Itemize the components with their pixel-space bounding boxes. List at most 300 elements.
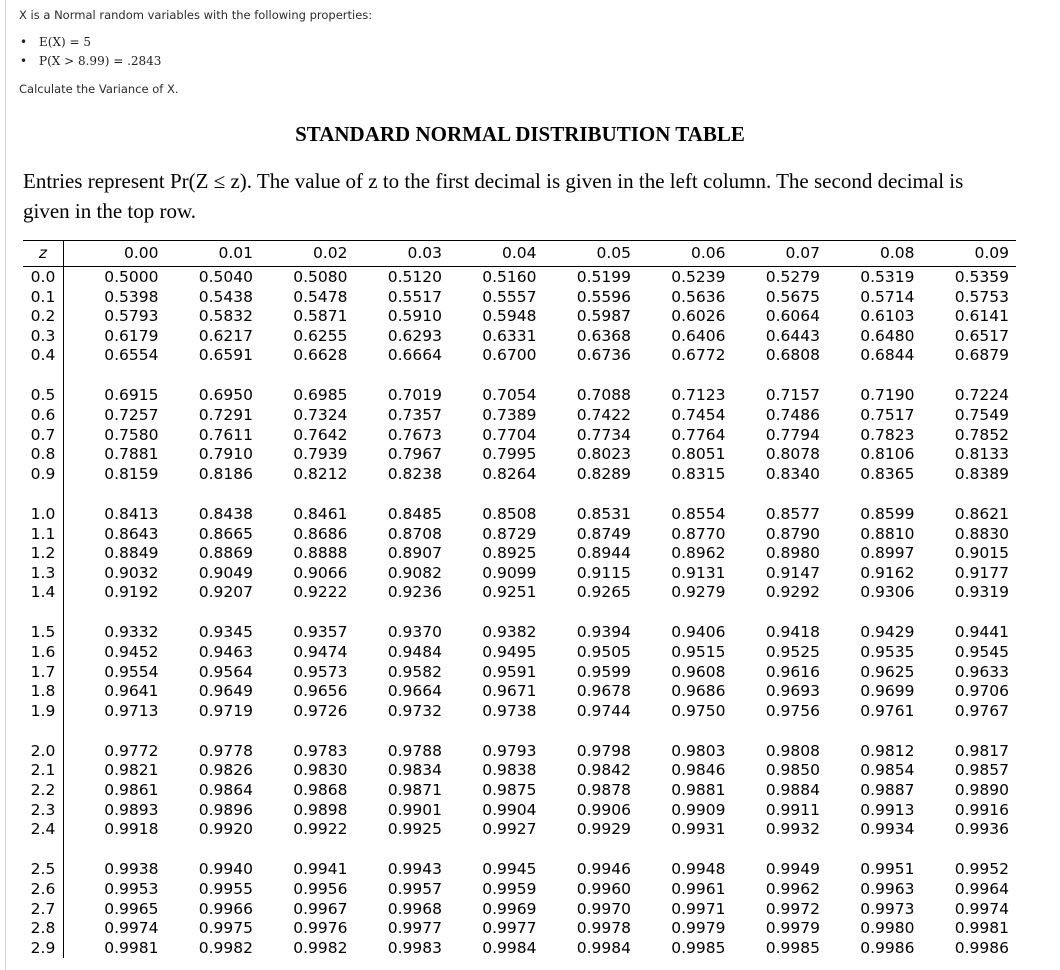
probability-cell: 0.8133 <box>954 445 1009 464</box>
probability-cell: 0.6700 <box>482 346 537 365</box>
probability-cell: 0.6064 <box>765 307 820 326</box>
probability-cell: 0.6255 <box>293 326 348 345</box>
z-value-cell: 0.2 <box>23 307 64 327</box>
probability-cell: 0.9972 <box>765 899 820 918</box>
z-value-cell: 2.3 <box>23 801 64 821</box>
probability-cell: 0.6179 <box>104 326 159 345</box>
probability-cell: 0.9162 <box>860 563 915 582</box>
probability-cell: 0.8708 <box>387 524 442 543</box>
block-gap <box>23 840 1016 861</box>
probability-cell: 0.9977 <box>482 919 537 938</box>
probability-cell: 0.6517 <box>954 326 1009 345</box>
probability-cell: 0.8962 <box>671 544 726 563</box>
z-value-cell: 0.0 <box>23 268 64 288</box>
probability-cell: 0.7995 <box>482 445 537 464</box>
probability-cell: 0.9382 <box>482 623 537 642</box>
probability-cell: 0.9956 <box>293 879 348 898</box>
probability-cell: 0.8438 <box>198 504 253 523</box>
z-value-cell: 0.8 <box>23 445 64 465</box>
z-value-cell: 2.7 <box>23 900 64 920</box>
probability-cell: 0.6664 <box>387 346 442 365</box>
probability-cell: 0.7224 <box>954 386 1009 405</box>
probability-cell: 0.8413 <box>104 504 159 523</box>
probability-cell: 0.8051 <box>671 445 726 464</box>
table-row <box>23 307 1016 327</box>
probability-cell: 0.9633 <box>954 662 1009 681</box>
probability-cell: 0.9973 <box>860 899 915 918</box>
probability-cell: 0.8389 <box>954 464 1009 483</box>
probability-cell: 0.7794 <box>765 425 820 444</box>
probability-cell: 0.9582 <box>387 662 442 681</box>
probability-cell: 0.5080 <box>293 268 348 286</box>
table-row <box>23 564 1016 584</box>
z-value-cell: 0.9 <box>23 465 64 485</box>
table-row <box>23 860 1016 880</box>
probability-cell: 0.9115 <box>576 563 631 582</box>
probability-cell: 0.7939 <box>293 445 348 464</box>
probability-cell: 0.9898 <box>293 800 348 819</box>
probability-cell: 0.9945 <box>482 860 537 879</box>
z-value-cell: 1.8 <box>23 682 64 702</box>
probability-cell: 0.9332 <box>104 623 159 642</box>
probability-cell: 0.9099 <box>482 563 537 582</box>
probability-cell: 0.9767 <box>954 701 1009 720</box>
column-header: 0.09 <box>974 244 1009 262</box>
probability-cell: 0.9306 <box>860 583 915 602</box>
probability-cell: 0.8997 <box>860 544 915 563</box>
probability-cell: 0.9985 <box>765 938 820 957</box>
bullet-icon: • <box>20 54 28 68</box>
z-value-cell: 0.6 <box>23 406 64 426</box>
probability-cell: 0.9783 <box>293 741 348 760</box>
probability-cell: 0.9826 <box>198 761 253 780</box>
probability-cell: 0.9980 <box>860 919 915 938</box>
probability-cell: 0.8159 <box>104 464 159 483</box>
probability-cell: 0.8264 <box>482 464 537 483</box>
property-item-mean <box>19 33 372 52</box>
probability-cell: 0.5319 <box>860 268 915 286</box>
probability-cell: 0.9664 <box>387 682 442 701</box>
probability-cell: 0.7549 <box>954 406 1009 425</box>
probability-cell: 0.8749 <box>576 524 631 543</box>
probability-cell: 0.6554 <box>104 346 159 365</box>
probability-cell: 0.9946 <box>576 860 631 879</box>
probability-cell: 0.9960 <box>576 879 631 898</box>
probability-cell: 0.9131 <box>671 563 726 582</box>
probability-cell: 0.9982 <box>293 938 348 957</box>
probability-cell: 0.9032 <box>104 563 159 582</box>
probability-cell: 0.9850 <box>765 761 820 780</box>
table-title: STANDARD NORMAL DISTRIBUTION TABLE <box>295 122 745 146</box>
probability-cell: 0.9808 <box>765 741 820 760</box>
probability-cell: 0.9857 <box>954 761 1009 780</box>
problem-intro: X is a Normal random variables with the following properties: <box>19 8 373 22</box>
probability-cell: 0.7734 <box>576 425 631 444</box>
probability-cell: 0.9913 <box>860 800 915 819</box>
probability-cell: 0.6331 <box>482 326 537 345</box>
table-row <box>23 346 1016 366</box>
probability-cell: 0.5871 <box>293 307 348 326</box>
probability-cell: 0.6879 <box>954 346 1009 365</box>
probability-cell: 0.7123 <box>671 386 726 405</box>
probability-cell: 0.8686 <box>293 524 348 543</box>
probability-cell: 0.9750 <box>671 701 726 720</box>
property-list <box>19 33 372 71</box>
probability-cell: 0.9429 <box>860 623 915 642</box>
table-row <box>23 939 1016 959</box>
table-row <box>23 781 1016 801</box>
probability-cell: 0.9535 <box>860 643 915 661</box>
probability-cell: 0.8577 <box>765 504 820 523</box>
probability-cell: 0.9793 <box>482 741 537 760</box>
probability-cell: 0.9719 <box>198 701 253 720</box>
table-row <box>23 406 1016 426</box>
probability-cell: 0.7967 <box>387 445 442 464</box>
probability-cell: 0.5279 <box>765 268 820 286</box>
probability-cell: 0.9904 <box>482 800 537 819</box>
probability-cell: 0.5359 <box>954 268 1009 286</box>
probability-cell: 0.5438 <box>198 287 253 306</box>
probability-cell: 0.9744 <box>576 701 631 720</box>
probability-cell: 0.9177 <box>954 563 1009 582</box>
probability-cell: 0.9505 <box>576 643 631 661</box>
probability-cell: 0.9834 <box>387 761 442 780</box>
probability-cell: 0.5910 <box>387 307 442 326</box>
probability-cell: 0.8078 <box>765 445 820 464</box>
probability-cell: 0.9641 <box>104 682 159 701</box>
probability-cell: 0.9936 <box>954 820 1009 839</box>
probability-cell: 0.7611 <box>198 425 253 444</box>
probability-cell: 0.8810 <box>860 524 915 543</box>
probability-cell: 0.9236 <box>387 583 442 602</box>
problem-question: Calculate the Variance of X. <box>19 82 179 96</box>
column-header: 0.05 <box>596 244 631 262</box>
probability-cell: 0.8980 <box>765 544 820 563</box>
probability-cell: 0.5000 <box>104 268 159 286</box>
probability-cell: 0.7881 <box>104 445 159 464</box>
probability-cell: 0.9525 <box>765 643 820 661</box>
probability-cell: 0.9573 <box>293 662 348 681</box>
column-header: 0.06 <box>690 244 726 262</box>
probability-cell: 0.6293 <box>387 326 442 345</box>
probability-cell: 0.9909 <box>671 800 726 819</box>
column-header: 0.00 <box>123 244 159 262</box>
z-column-gap <box>23 840 64 861</box>
probability-cell: 0.8531 <box>576 504 631 523</box>
probability-cell: 0.9251 <box>482 583 537 602</box>
bullet-icon: • <box>20 35 28 49</box>
table-row <box>23 702 1016 722</box>
probability-cell: 0.9884 <box>765 781 820 800</box>
probability-cell: 0.7357 <box>387 406 442 425</box>
probability-cell: 0.7823 <box>860 425 915 444</box>
probability-cell: 0.7257 <box>104 406 159 425</box>
probability-cell: 0.9983 <box>387 938 442 957</box>
z-value-cell: 2.2 <box>23 781 64 801</box>
z-value-cell: 1.6 <box>23 643 64 663</box>
probability-cell: 0.9463 <box>198 643 253 661</box>
probability-cell: 0.5478 <box>293 287 348 306</box>
probability-cell: 0.9049 <box>198 563 253 582</box>
probability-cell: 0.8790 <box>765 524 820 543</box>
table-row <box>23 327 1016 347</box>
probability-cell: 0.5832 <box>198 307 253 326</box>
z-value-cell: 0.3 <box>23 327 64 347</box>
probability-cell: 0.9952 <box>954 860 1009 879</box>
probability-cell: 0.9821 <box>104 761 159 780</box>
probability-cell: 0.9981 <box>954 919 1009 938</box>
probability-cell: 0.9222 <box>293 583 348 602</box>
probability-cell: 0.6443 <box>765 326 820 345</box>
probability-cell: 0.9394 <box>576 623 631 642</box>
probability-cell: 0.9986 <box>860 938 915 957</box>
probability-cell: 0.9545 <box>954 643 1009 661</box>
table-row <box>23 544 1016 564</box>
probability-cell: 0.9968 <box>387 899 442 918</box>
property-item-probability <box>19 52 372 71</box>
probability-cell: 0.9941 <box>293 860 348 879</box>
probability-cell: 0.9969 <box>482 899 537 918</box>
probability-cell: 0.8944 <box>576 544 631 563</box>
probability-cell: 0.8461 <box>293 504 348 523</box>
probability-cell: 0.6985 <box>293 386 348 405</box>
probability-cell: 0.9966 <box>198 899 253 918</box>
probability-cell: 0.8508 <box>482 504 537 523</box>
probability-cell: 0.9564 <box>198 662 253 681</box>
probability-cell: 0.9927 <box>482 820 537 839</box>
probability-cell: 0.8238 <box>387 464 442 483</box>
probability-cell: 0.7852 <box>954 425 1009 444</box>
probability-cell: 0.9406 <box>671 623 726 642</box>
probability-cell: 0.9984 <box>482 938 537 957</box>
probability-cell: 0.9951 <box>860 860 915 879</box>
z-value-cell: 0.5 <box>23 386 64 406</box>
probability-cell: 0.7910 <box>198 445 253 464</box>
probability-cell: 0.9868 <box>293 781 348 800</box>
probability-cell: 0.9147 <box>765 563 820 582</box>
probability-cell: 0.9931 <box>671 820 726 839</box>
probability-cell: 0.8665 <box>198 524 253 543</box>
table-row <box>23 288 1016 308</box>
probability-cell: 0.9625 <box>860 662 915 681</box>
table-row <box>23 900 1016 920</box>
z-value-cell: 1.2 <box>23 544 64 564</box>
table-description: Entries represent Pr(Z ≤ z). The value of z to the first decimal is given in the left column. The second decimal is given in the top row. <box>23 169 964 223</box>
probability-cell: 0.7054 <box>482 386 537 405</box>
probability-cell: 0.9906 <box>576 800 631 819</box>
probability-cell: 0.7088 <box>576 386 631 405</box>
probability-cell: 0.5120 <box>387 268 442 286</box>
block-gap <box>23 721 1016 742</box>
probability-cell: 0.8340 <box>765 464 820 483</box>
probability-cell: 0.8485 <box>387 504 442 523</box>
z-value-cell: 1.7 <box>23 663 64 683</box>
probability-cell: 0.9975 <box>198 919 253 938</box>
probability-cell: 0.5675 <box>765 287 820 306</box>
probability-cell: 0.9686 <box>671 682 726 701</box>
probability-cell: 0.7291 <box>198 406 253 425</box>
problem-statement <box>19 8 372 108</box>
probability-cell: 0.9761 <box>860 701 915 720</box>
table-header-row <box>23 240 1016 267</box>
probability-cell: 0.9962 <box>765 879 820 898</box>
probability-cell: 0.9887 <box>860 781 915 800</box>
table-row <box>23 880 1016 900</box>
probability-cell: 0.7157 <box>765 386 820 405</box>
column-header: 0.01 <box>218 244 253 262</box>
probability-cell: 0.5793 <box>104 307 159 326</box>
probability-cell: 0.8770 <box>671 524 726 543</box>
probability-cell: 0.9554 <box>104 662 159 681</box>
probability-cell: 0.6368 <box>576 326 631 345</box>
probability-cell: 0.5398 <box>104 287 159 306</box>
probability-cell: 0.9515 <box>671 643 726 661</box>
probability-cell: 0.8365 <box>860 464 915 483</box>
probability-cell: 0.9979 <box>765 919 820 938</box>
probability-cell: 0.9778 <box>198 741 253 760</box>
probability-cell: 0.9953 <box>104 879 159 898</box>
probability-cell: 0.8729 <box>482 524 537 543</box>
probability-cell: 0.6808 <box>765 346 820 365</box>
probability-cell: 0.8907 <box>387 544 442 563</box>
probability-cell: 0.8643 <box>104 524 159 543</box>
probability-cell: 0.8106 <box>860 445 915 464</box>
probability-cell: 0.5199 <box>576 268 631 286</box>
probability-cell: 0.9192 <box>104 583 159 602</box>
probability-cell: 0.9066 <box>293 563 348 582</box>
probability-cell: 0.7673 <box>387 425 442 444</box>
probability-cell: 0.7486 <box>765 406 820 425</box>
z-value-cell: 1.1 <box>23 525 64 545</box>
probability-cell: 0.7190 <box>860 386 915 405</box>
table-row <box>23 623 1016 643</box>
probability-cell: 0.9649 <box>198 682 253 701</box>
z-value-cell: 2.9 <box>23 939 64 959</box>
probability-cell: 0.7517 <box>860 406 915 425</box>
probability-cell: 0.9616 <box>765 662 820 681</box>
table-row <box>23 445 1016 465</box>
z-value-cell: 2.6 <box>23 880 64 900</box>
probability-cell: 0.7389 <box>482 406 537 425</box>
probability-cell: 0.8888 <box>293 544 348 563</box>
probability-cell: 0.9920 <box>198 820 253 839</box>
probability-cell: 0.9678 <box>576 682 631 701</box>
probability-cell: 0.9890 <box>954 781 1009 800</box>
probability-cell: 0.6103 <box>860 307 915 326</box>
table-row <box>23 663 1016 683</box>
standard-normal-table <box>23 240 1016 958</box>
probability-cell: 0.9955 <box>198 879 253 898</box>
probability-cell: 0.9977 <box>387 919 442 938</box>
probability-cell: 0.5239 <box>671 268 726 286</box>
probability-cell: 0.9881 <box>671 781 726 800</box>
probability-cell: 0.9706 <box>954 682 1009 701</box>
probability-cell: 0.9959 <box>482 879 537 898</box>
probability-cell: 0.9474 <box>293 643 348 661</box>
probability-cell: 0.9943 <box>387 860 442 879</box>
probability-cell: 0.6628 <box>293 346 348 365</box>
probability-cell: 0.9922 <box>293 820 348 839</box>
probability-cell: 0.9963 <box>860 879 915 898</box>
z-column-gap <box>23 366 64 387</box>
probability-cell: 0.8869 <box>198 544 253 563</box>
probability-cell: 0.6591 <box>198 346 253 365</box>
probability-cell: 0.9861 <box>104 781 159 800</box>
probability-cell: 0.9976 <box>293 919 348 938</box>
probability-cell: 0.9798 <box>576 741 631 760</box>
block-gap <box>23 366 1016 387</box>
probability-cell: 0.9940 <box>198 860 253 879</box>
probability-cell: 0.5557 <box>482 287 537 306</box>
probability-cell: 0.7704 <box>482 425 537 444</box>
probability-cell: 0.9974 <box>104 919 159 938</box>
table-row <box>23 583 1016 603</box>
probability-cell: 0.9452 <box>104 643 159 661</box>
column-header: 0.08 <box>879 244 915 262</box>
probability-cell: 0.9925 <box>387 820 442 839</box>
probability-cell: 0.9970 <box>576 899 631 918</box>
probability-cell: 0.7324 <box>293 406 348 425</box>
table-row <box>23 386 1016 406</box>
probability-cell: 0.9982 <box>198 938 253 957</box>
probability-cell: 0.7642 <box>293 425 348 444</box>
probability-cell: 0.9911 <box>765 800 820 819</box>
probability-cell: 0.6772 <box>671 346 726 365</box>
probability-cell: 0.9599 <box>576 662 631 681</box>
table-row <box>23 426 1016 446</box>
probability-cell: 0.8186 <box>198 464 253 483</box>
probability-cell: 0.9978 <box>576 919 631 938</box>
probability-cell: 0.5160 <box>482 268 537 286</box>
probability-cell: 0.9984 <box>576 938 631 957</box>
probability-cell: 0.9803 <box>671 741 726 760</box>
table-row <box>23 761 1016 781</box>
probability-cell: 0.5517 <box>387 287 442 306</box>
column-header: 0.02 <box>312 244 348 262</box>
probability-cell: 0.9938 <box>104 860 159 879</box>
probability-cell: 0.5753 <box>954 287 1009 306</box>
probability-cell: 0.9979 <box>671 919 726 938</box>
probability-cell: 0.7454 <box>671 406 726 425</box>
probability-cell: 0.9345 <box>198 623 253 642</box>
probability-cell: 0.9656 <box>293 682 348 701</box>
table-row <box>23 465 1016 485</box>
probability-cell: 0.8023 <box>576 445 631 464</box>
probability-cell: 0.5596 <box>576 287 631 306</box>
probability-cell: 0.9965 <box>104 899 159 918</box>
z-value-cell: 2.4 <box>23 820 64 840</box>
probability-cell: 0.9713 <box>104 701 159 720</box>
probability-cell: 0.9279 <box>671 583 726 602</box>
block-gap <box>23 484 1016 505</box>
probability-cell: 0.6026 <box>671 307 726 326</box>
table-row <box>23 505 1016 525</box>
probability-cell: 0.9817 <box>954 741 1009 760</box>
z-value-cell: 2.5 <box>23 860 64 880</box>
probability-cell: 0.6915 <box>104 386 159 405</box>
probability-cell: 0.9484 <box>387 643 442 661</box>
probability-cell: 0.9756 <box>765 701 820 720</box>
probability-cell: 0.9726 <box>293 701 348 720</box>
column-header: 0.03 <box>407 244 442 262</box>
probability-cell: 0.5636 <box>671 287 726 306</box>
probability-cell: 0.6844 <box>860 346 915 365</box>
probability-cell: 0.7764 <box>671 425 726 444</box>
probability-cell: 0.9732 <box>387 701 442 720</box>
z-value-cell: 2.0 <box>23 742 64 762</box>
table-row <box>23 919 1016 939</box>
table-row <box>23 682 1016 702</box>
